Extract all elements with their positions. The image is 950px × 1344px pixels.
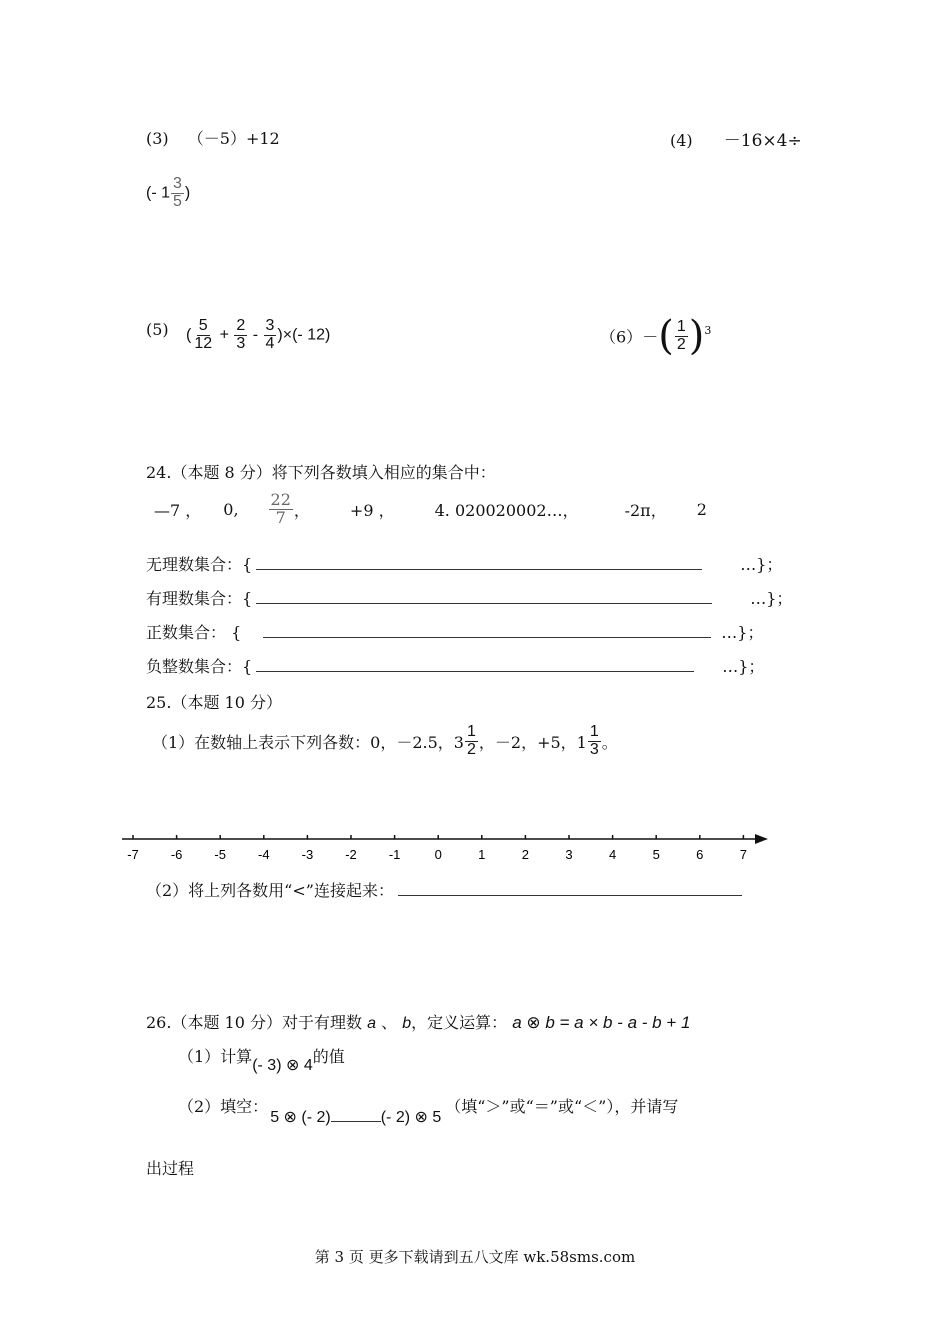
frac-num: 2 bbox=[236, 317, 246, 334]
axis-tick-label: 4 bbox=[608, 847, 617, 862]
frac-num: 1 bbox=[589, 723, 599, 740]
q26-part2-post: （填“＞”或“＝”或“＜”），并请写 bbox=[445, 1097, 679, 1116]
q26-part1-post: 的值 bbox=[312, 1047, 345, 1066]
answer-blank[interactable] bbox=[256, 555, 702, 570]
q25-part1 bbox=[152, 724, 618, 759]
q24-numbers bbox=[154, 492, 707, 527]
axis-tick-label: 2 bbox=[521, 847, 530, 862]
problem-4-expr: －16×4÷ bbox=[723, 131, 802, 151]
fraction-1-3-mixed bbox=[588, 724, 601, 759]
frac-den: 5 bbox=[173, 192, 182, 210]
q26-part2-cont: 出过程 bbox=[146, 1159, 195, 1178]
problem-6-label: （6） bbox=[600, 327, 643, 347]
fraction-3-4 bbox=[264, 318, 277, 353]
answer-blank[interactable] bbox=[256, 589, 712, 604]
set-label: 负整数集合：{ bbox=[146, 657, 253, 676]
problem-5-label: (5) bbox=[146, 320, 169, 339]
axis-tick-label: 1 bbox=[478, 847, 486, 862]
set-end: …}； bbox=[721, 623, 764, 642]
set-irrational bbox=[146, 552, 782, 575]
problem-4-cont-open: (- 1 bbox=[146, 184, 170, 202]
axis-tick-label: -7 bbox=[127, 847, 139, 862]
problem-3-label: (3) bbox=[146, 129, 169, 148]
answer-blank[interactable] bbox=[398, 881, 742, 896]
frac-den: 2 bbox=[676, 335, 686, 353]
p5-minus: - bbox=[252, 326, 259, 344]
q26-title-mid: ，定义运算： bbox=[411, 1013, 508, 1032]
q26-part1-pre: （1）计算 bbox=[178, 1047, 253, 1066]
q26-part2-pre: （2）填空： bbox=[178, 1097, 269, 1116]
q25-part1-mid: ，－2，+5，1 bbox=[478, 732, 587, 752]
frac-den: 12 bbox=[194, 334, 213, 352]
set-end: …}； bbox=[722, 657, 765, 676]
set-label: 无理数集合：{ bbox=[146, 555, 253, 574]
q24-n1: —7 ， bbox=[154, 500, 202, 520]
frac-den: 3 bbox=[236, 334, 246, 352]
q26-title-pre: 26.（本题 10 分）对于有理数 bbox=[146, 1013, 362, 1032]
problem-5-expr bbox=[186, 318, 330, 353]
left-paren: ( bbox=[658, 313, 674, 359]
frac-den: 3 bbox=[589, 740, 599, 758]
q25-part2 bbox=[146, 878, 742, 901]
frac-num: 1 bbox=[467, 723, 476, 740]
q26-part2-left: 5 ⊗ (- 2) bbox=[270, 1109, 331, 1126]
q25-part2-text: （2）将上列各数用“<”连接起来： bbox=[146, 881, 394, 900]
problem-3-expr: （－5）+12 bbox=[187, 129, 280, 148]
frac-num: 1 bbox=[676, 317, 686, 335]
axis-tick-label: -6 bbox=[170, 847, 183, 862]
frac-den: 7 bbox=[275, 507, 286, 527]
q24-n2: 0, bbox=[223, 499, 239, 519]
set-negative-integer bbox=[146, 654, 764, 677]
problem-3 bbox=[146, 126, 280, 149]
axis-tick-label: 5 bbox=[652, 847, 660, 862]
fraction-5-12 bbox=[192, 318, 214, 353]
frac-den: 4 bbox=[265, 334, 275, 352]
p5-open: ( bbox=[186, 326, 192, 344]
number-line bbox=[0, 825, 950, 865]
problem-6-sign: － bbox=[642, 327, 659, 347]
q24-n4: +9 ， bbox=[349, 500, 395, 520]
right-paren: ) bbox=[688, 313, 705, 359]
set-label: 正数集合： { bbox=[146, 623, 242, 642]
q26-definition: a ⊗ b = a × b - a - b + 1 bbox=[512, 1013, 691, 1032]
problem-4 bbox=[670, 126, 802, 151]
fraction-22-7 bbox=[269, 492, 293, 527]
axis-tick-label: -5 bbox=[214, 847, 226, 862]
p5-plus: + bbox=[219, 326, 229, 344]
frac-num: 3 bbox=[265, 317, 275, 334]
answer-blank[interactable] bbox=[263, 623, 711, 638]
axis-tick-label: 0 bbox=[434, 847, 442, 862]
q25-part1-pre: （1）在数轴上表示下列各数：0，－2.5，3 bbox=[152, 732, 464, 752]
axis-tick-label: 7 bbox=[739, 847, 748, 862]
problem-6 bbox=[600, 313, 712, 359]
axis-tick-label: -2 bbox=[345, 847, 357, 862]
axis-tick-label: 6 bbox=[696, 847, 704, 862]
var-a: a bbox=[367, 1015, 376, 1032]
var-b: b bbox=[402, 1015, 412, 1032]
answer-blank[interactable] bbox=[331, 1107, 381, 1122]
q24-n7: 2 bbox=[696, 499, 707, 519]
fraction-1-2 bbox=[675, 319, 688, 354]
problem-4-continuation bbox=[146, 176, 190, 211]
p5-tail: )×(- 12) bbox=[277, 326, 331, 344]
fraction-2-3 bbox=[234, 318, 247, 353]
q26-part1 bbox=[178, 1044, 345, 1074]
q24-n6: -2π， bbox=[624, 500, 667, 520]
axis-tick-label: -1 bbox=[388, 847, 401, 862]
exponent: 3 bbox=[704, 324, 712, 338]
fraction-1-2-mixed bbox=[465, 724, 478, 759]
axis-tick-label: -4 bbox=[258, 847, 270, 862]
q26-part2 bbox=[178, 1094, 679, 1126]
set-rational bbox=[146, 586, 792, 609]
axis-tick-label: -3 bbox=[301, 847, 314, 862]
set-end: …}； bbox=[740, 555, 783, 574]
q26-sep: 、 bbox=[381, 1013, 398, 1032]
fraction-3-5 bbox=[171, 176, 184, 211]
q24-n3-tail: ， bbox=[293, 500, 310, 520]
q24-title: 24.（本题 8 分）将下列各数填入相应的集合中： bbox=[146, 463, 496, 482]
set-positive bbox=[146, 620, 763, 643]
frac-num: 5 bbox=[198, 317, 208, 334]
q26-part1-expr: (- 3) ⊗ 4 bbox=[252, 1057, 313, 1074]
axis-tick-label: 3 bbox=[565, 847, 573, 862]
problem-4-label: (4) bbox=[670, 131, 693, 150]
q26-part2-right: (- 2) ⊗ 5 bbox=[380, 1109, 442, 1126]
q24-n5: 4. 020020002…， bbox=[434, 500, 579, 520]
q25-part1-end: 。 bbox=[601, 732, 618, 752]
set-end: …}； bbox=[750, 589, 793, 608]
q25-title: 25.（本题 10 分） bbox=[146, 693, 282, 712]
q26-title bbox=[146, 1010, 690, 1033]
frac-num: 22 bbox=[270, 490, 291, 509]
answer-blank[interactable] bbox=[256, 657, 694, 672]
frac-den: 2 bbox=[467, 740, 476, 758]
axis-arrow bbox=[755, 834, 768, 844]
problem-4-cont-close: ) bbox=[184, 184, 191, 202]
frac-num: 3 bbox=[173, 175, 182, 192]
page-footer: 第 3 页 更多下载请到五八文库 wk.58sms.com bbox=[314, 1248, 636, 1266]
set-label: 有理数集合：{ bbox=[146, 589, 253, 608]
